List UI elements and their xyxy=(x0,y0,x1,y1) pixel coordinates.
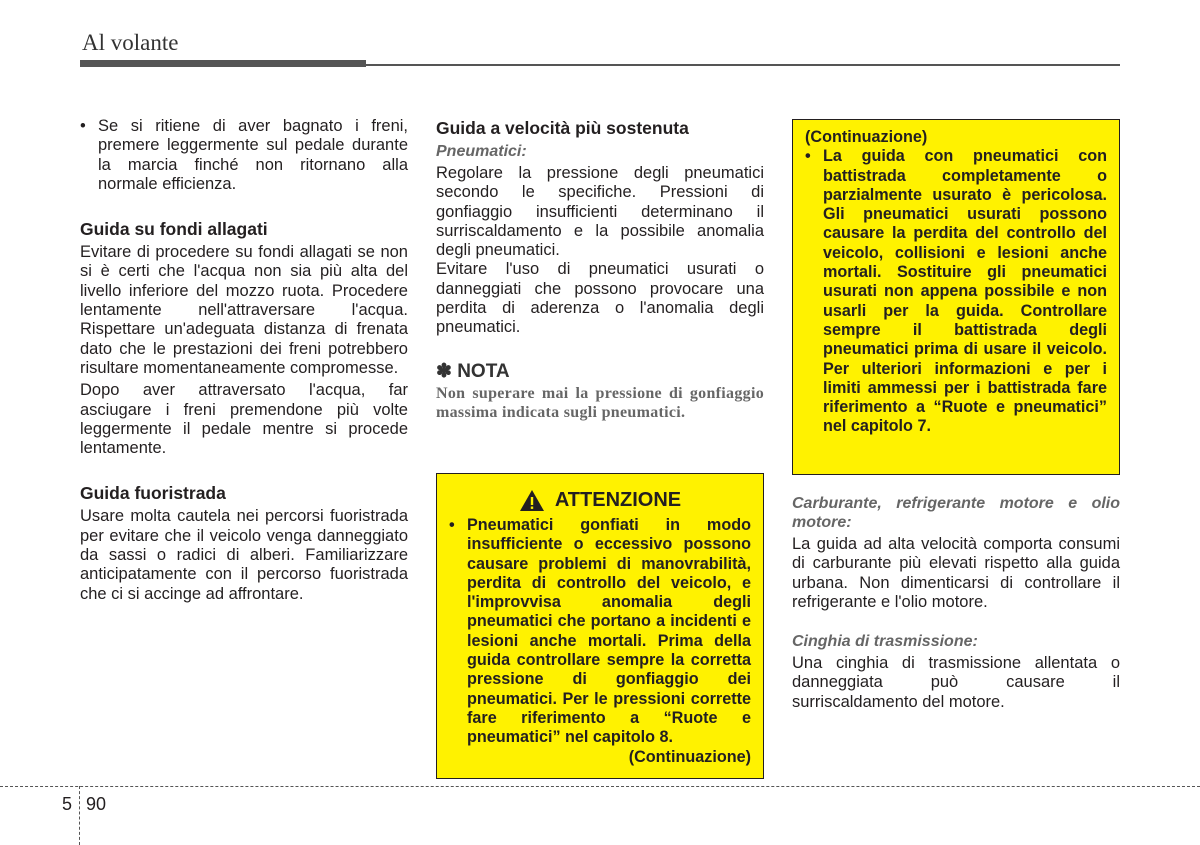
subheading-tires: Pneumatici: xyxy=(436,143,527,160)
subheading-belt: Cinghia di trasmissione: xyxy=(792,633,978,651)
continuation-header: (Continuazione) xyxy=(805,128,928,146)
warning-bullet xyxy=(449,516,751,748)
paragraph: Dopo aver attraversato l'acqua, far asciugare i freni premendone più volte leggermente il pedale mentre si procede lentamente. xyxy=(80,381,408,458)
column-right xyxy=(792,494,1120,712)
footer-rule xyxy=(0,786,1200,787)
page-header-title: Al volante xyxy=(82,30,179,55)
section-heading-flooded: Guida su fondi allagati xyxy=(80,219,268,240)
warning-box-tires xyxy=(436,473,764,779)
note-text: Non superare mai la pressione di gonfiaggio massima indicata sugli pneumatici. xyxy=(436,384,764,422)
warning-bullet xyxy=(805,147,1107,436)
bullet-dot: • xyxy=(449,516,455,534)
section-heading-high-speed: Guida a velocità più sostenuta xyxy=(436,118,689,138)
paragraph: Regolare la pressione degli pneumatici secondo le specifiche. Pressioni di gonfiaggio insufficienti determinano il surriscaldamento e la possibile anomalia degli pneumatici. xyxy=(436,164,764,260)
warning-text: La guida con pneumatici con battistrada completamente o parzialmente usurato è pericolosa. Gli pneumatici usurati possono causare la perdita del controllo del veicolo, collisioni e lesioni anche mortali. Sostituire gli pneumatici usurati non appena possibile e non usarli per la guida. Controllare sempre il battistrada degli pneumatici prima di usare il veicolo. Per ulteriori informazioni e per i limiti ammessi per i battistrada fare riferimento a “Ruote e pneumatici” nel capitolo 7. xyxy=(823,147,1107,436)
subheading-fuel: Carburante, refrigerante motore e olio motore: xyxy=(792,495,1120,531)
bullet-dot: • xyxy=(80,117,86,135)
header-rule-thin xyxy=(366,64,1120,66)
paragraph: Evitare l'uso di pneumatici usurati o danneggiati che possono provocare una perdita di aderenza o l'anomalia degli pneumatici. xyxy=(436,260,764,337)
paragraph: Una cinghia di trasmissione allentata o danneggiata può causare il surriscaldamento del motore. xyxy=(792,654,1120,711)
header-rule-thick xyxy=(80,60,366,67)
page-number: 90 xyxy=(86,794,107,814)
warning-triangle-icon xyxy=(519,489,545,512)
warning-box-continued xyxy=(792,119,1120,475)
column-left xyxy=(80,117,408,604)
bullet-dot: • xyxy=(805,147,811,166)
warning-text: Pneumatici gonfiati in modo insufficiente o eccessivo possono causare problemi di manovrabilità, perdita di controllo del veicolo, e l'improvvisa anomalia degli pneumatici che portano a incidenti e lesioni anche mortali. Prima della guida controllare sempre la corretta pressione di gonfiaggio dei pneumatici. Per le pressioni corrette fare riferimento a “Ruote e pneumatici” nel capitolo 8. xyxy=(467,516,751,747)
warning-header xyxy=(449,488,751,512)
paragraph: Evitare di procedere su fondi allagati se non si è certi che l'acqua non sia più alta del livello inferiore del mozzo ruota. Procedere lentamente nell'attraversare l'acqua. Rispettare un'adeguata distanza di frenata dato che le prestazioni dei freni potrebbero risultare momentaneamente compromesse. xyxy=(80,243,408,377)
chapter-number: 5 xyxy=(62,794,73,814)
continuation-label: (Continuazione) xyxy=(628,747,751,766)
footer-divider xyxy=(79,786,80,845)
bullet-text: Se si ritiene di aver bagnato i freni, premere leggermente sul pedale durante la marcia finché non ritornano alla normale efficienza. xyxy=(98,117,408,193)
paragraph: Usare molta cautela nei percorsi fuoristrada per evitare che il veicolo venga danneggiato da sassi o radici di alberi. Familiarizzare anticipatamente con il percorso fuoristrada che ci si accinge ad affrontare. xyxy=(80,507,408,603)
column-middle xyxy=(436,117,764,423)
warning-title: ATTENZIONE xyxy=(554,489,682,511)
note-title: ✽ NOTA xyxy=(436,360,510,382)
section-heading-offroad: Guida fuoristrada xyxy=(80,483,226,504)
paragraph: La guida ad alta velocità comporta consumi di carburante più elevati rispetto alla guida urbana. Non dimenticarsi di controllare il refrigerante e l'olio motore. xyxy=(792,535,1120,611)
bullet-item xyxy=(80,117,408,194)
